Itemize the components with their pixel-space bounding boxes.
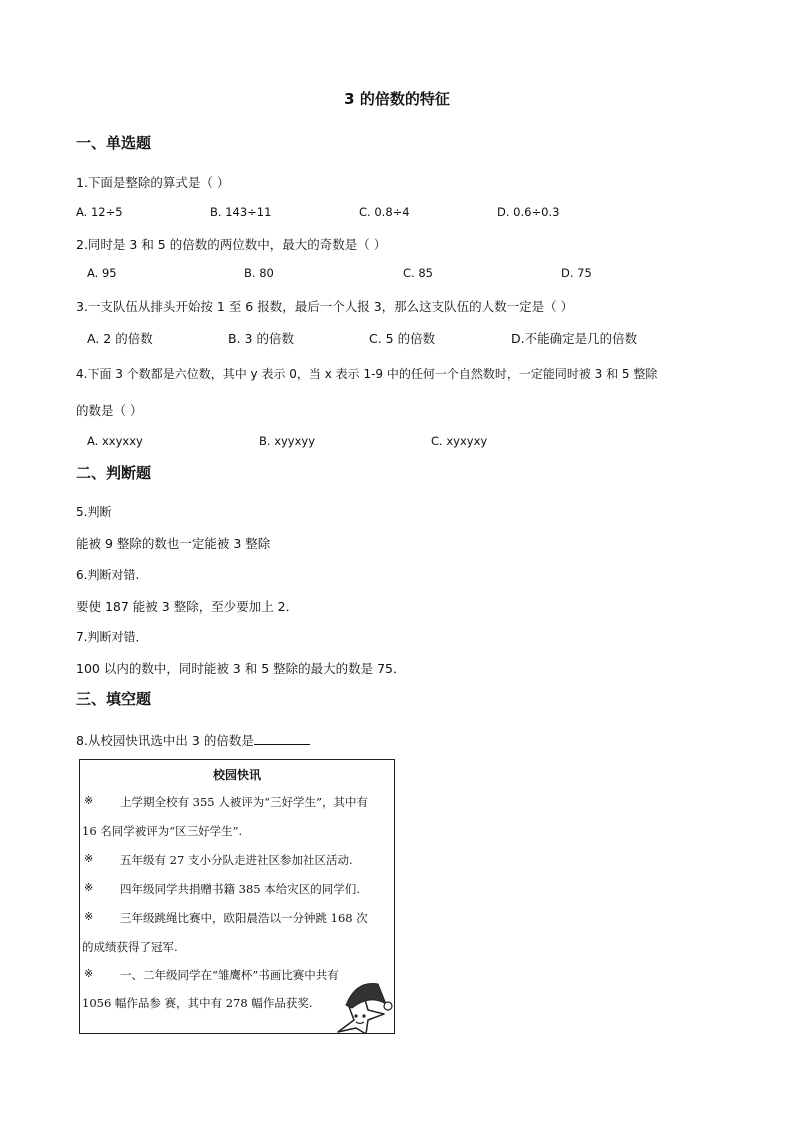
bullet-marker: ※ <box>84 852 94 865</box>
section-heading-true-false: 二、判断题 <box>76 464 152 482</box>
question-3-option-a[interactable]: A. 2 的倍数 <box>87 331 153 346</box>
section-heading-fill-blank: 三、填空题 <box>76 690 152 708</box>
news-line-6: 的成绩获得了冠军. <box>82 940 178 954</box>
question-7-label: 7.判断对错． <box>76 630 148 644</box>
news-line-3: 五年级有 27 支小分队走进社区参加社区活动. <box>120 853 353 867</box>
question-7-text: 100 以内的数中，同时能被 3 和 5 整除的最大的数是 75． <box>76 661 406 676</box>
news-line-4: 四年级同学共捐赠书籍 385 本给灾区的同学们. <box>120 882 360 896</box>
question-2-option-a[interactable]: A. 95 <box>87 266 117 280</box>
question-4-text-line1: 4.下面 3 个数都是六位数，其中 y 表示 0，当 x 表示 1-9 中的任何一个自然数时，一定能同时被 3 和 5 整除 <box>76 367 658 381</box>
question-2-option-b[interactable]: B. 80 <box>244 266 274 280</box>
news-line-8: 1056 幅作品参 赛，其中有 278 幅作品获奖. <box>82 996 313 1010</box>
bullet-marker: ※ <box>84 910 94 923</box>
news-line-2: 16 名同学被评为“区三好学生”. <box>82 824 243 838</box>
question-1-option-a[interactable]: A. 12÷5 <box>76 205 123 219</box>
news-line-1: 上学期全校有 355 人被评为“三好学生”，其中有 <box>120 795 369 809</box>
question-1-text: 1.下面是整除的算式是（ ） <box>76 175 230 190</box>
question-5-label: 5.判断 <box>76 505 112 519</box>
question-5-text: 能被 9 整除的数也一定能被 3 整除 <box>76 536 271 551</box>
bullet-marker: ※ <box>84 881 94 894</box>
news-line-7: 一、二年级同学在“雏鹰杯”书画比赛中共有 <box>120 968 339 982</box>
question-1-option-c[interactable]: C. 0.8÷4 <box>359 205 410 219</box>
bullet-marker: ※ <box>84 967 94 980</box>
question-3-option-c[interactable]: C. 5 的倍数 <box>369 331 436 346</box>
question-3-text: 3.一支队伍从排头开始按 1 至 6 报数，最后一个人报 3，那么这支队伍的人数一定是（ ） <box>76 299 574 314</box>
question-8-text: 8.从校园快讯选中出 3 的倍数是 <box>76 733 254 748</box>
question-6-label: 6.判断对错. <box>76 568 140 582</box>
section-heading-single-choice: 一、单选题 <box>76 134 152 152</box>
campus-news-box <box>79 759 395 1034</box>
answer-blank[interactable] <box>254 732 310 745</box>
question-3-option-d[interactable]: D.不能确定是几的倍数 <box>511 331 638 346</box>
question-4-option-a[interactable]: A. xxyxxy <box>87 434 143 448</box>
campus-news-title: 校园快讯 <box>212 768 261 782</box>
question-4-option-b[interactable]: B. xyyxyy <box>259 434 316 448</box>
question-1-option-d[interactable]: D. 0.6÷0.3 <box>497 205 560 219</box>
question-4-option-c[interactable]: C. xyxyxy <box>431 434 488 448</box>
page-title: 3 的倍数的特征 <box>344 90 450 108</box>
question-3-option-b[interactable]: B. 3 的倍数 <box>228 331 294 346</box>
bullet-marker: ※ <box>84 794 94 807</box>
question-2-text: 2.同时是 3 和 5 的倍数的两位数中，最大的奇数是（ ） <box>76 237 387 252</box>
star-mascot-icon <box>326 974 396 1034</box>
news-line-5: 三年级跳绳比赛中，欧阳晨浩以一分钟跳 168 次 <box>120 911 368 925</box>
question-1-option-b[interactable]: B. 143÷11 <box>210 205 272 219</box>
question-2-option-d[interactable]: D. 75 <box>561 266 592 280</box>
question-6-text: 要使 187 能被 3 整除，至少要加上 2． <box>76 599 299 614</box>
question-4-text-line2: 的数是（ ） <box>76 403 143 418</box>
question-8 <box>76 731 310 749</box>
question-2-option-c[interactable]: C. 85 <box>403 266 433 280</box>
